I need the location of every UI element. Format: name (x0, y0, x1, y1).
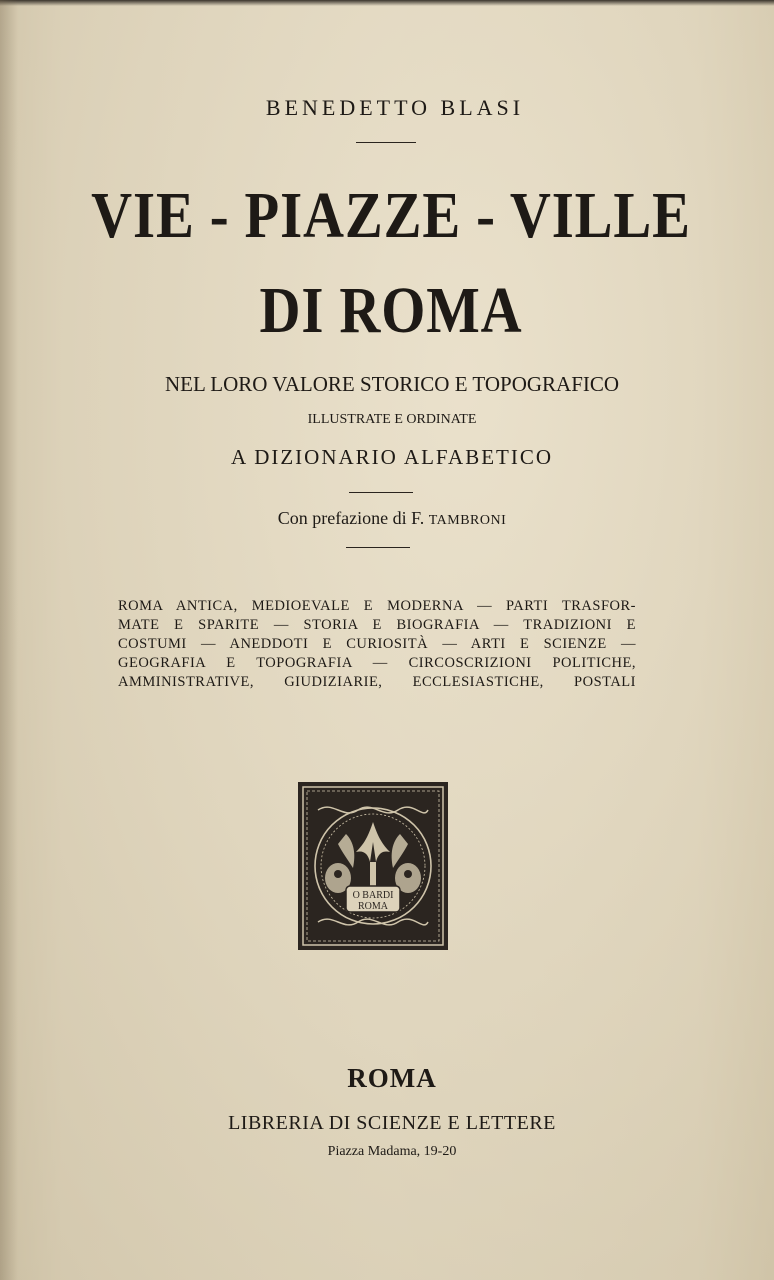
contents-description (118, 597, 636, 692)
emblem-text-1: O BARDI (352, 890, 394, 901)
author-name: BENEDETTO BLASI (265, 95, 525, 120)
emblem-text-2: ROMA (357, 901, 389, 912)
book-title-line-1: VIE - PIAZZE - VILLE (91, 179, 691, 252)
imprint-address: Piazza Madama, 19-20 (327, 1144, 457, 1159)
imprint-city: ROMA (347, 1063, 437, 1093)
description-line: COSTUMI — ANEDDOTI E CURIOSITÀ — ARTI E SCIENZE — (118, 636, 636, 652)
subtitle-small: ILLUSTRATE E ORDINATE (307, 412, 477, 427)
divider-preface-bottom (346, 547, 410, 548)
divider-author (356, 142, 416, 143)
preface-prefix: Con prefazione di F. (277, 508, 429, 528)
book-title-line-2: DI ROMA (259, 274, 523, 347)
description-line: GEOGRAFIA E TOPOGRAFIA — CIRCOSCRIZIONI POLITICHE, (118, 655, 636, 671)
subtitle: NEL LORO VALORE STORICO E TOPOGRAFICO (164, 372, 620, 396)
dictionary-line: A DIZIONARIO ALFABETICO (230, 445, 554, 469)
divider-preface-top (349, 492, 413, 493)
printer-device-icon (298, 782, 448, 950)
description-line: MATE E SPARITE — STORIA E BIOGRAFIA — TRADIZIONI E (118, 617, 636, 633)
page-top-edge (0, 0, 774, 6)
description-line: AMMINISTRATIVE, GIUDIZIARIE, ECCLESIASTICHE, POSTALI (118, 674, 636, 690)
preface-author: TAMBRONI (428, 513, 507, 528)
imprint-publisher: LIBRERIA DI SCIENZE E LETTERE (228, 1112, 556, 1134)
preface-line (5, 508, 774, 529)
description-line: ROMA ANTICA, MEDIOEVALE E MODERNA — PARTI TRASFOR- (118, 598, 636, 614)
